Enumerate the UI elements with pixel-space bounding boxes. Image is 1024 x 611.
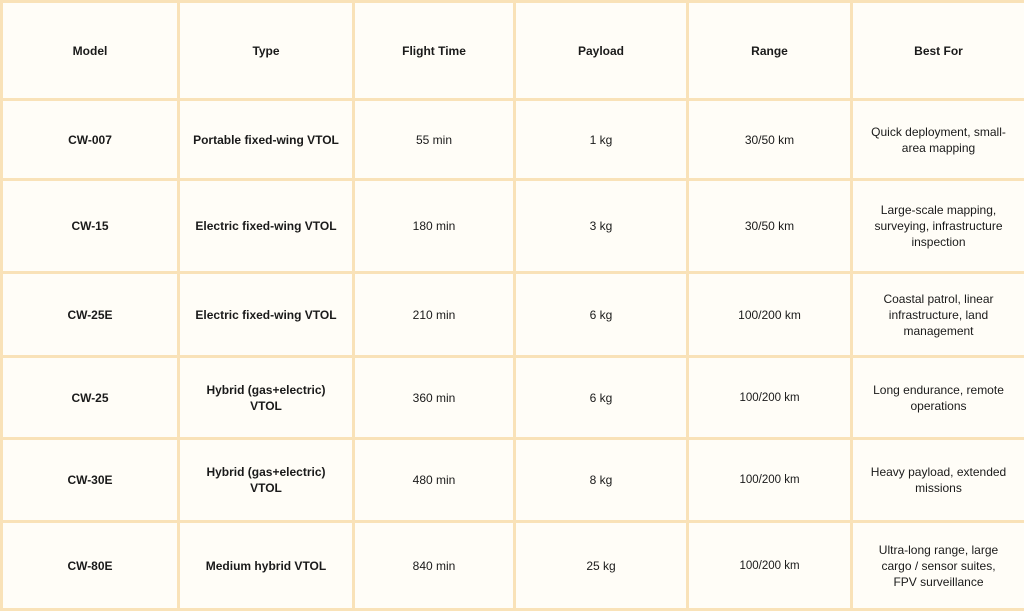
- cell-payload: 25 kg: [515, 522, 688, 610]
- cell-range: 30/50 km: [688, 180, 852, 273]
- header-model: Model: [2, 2, 179, 100]
- cell-flight-time: 360 min: [354, 357, 515, 439]
- cell-range: 100/200 km: [688, 439, 852, 522]
- cell-range: 30/50 km: [688, 100, 852, 180]
- cell-flight-time: 480 min: [354, 439, 515, 522]
- cell-type: Hybrid (gas+electric) VTOL: [179, 357, 354, 439]
- cell-type: Portable fixed-wing VTOL: [179, 100, 354, 180]
- cell-best-for: Large-scale mapping, surveying, infrastructure inspection: [852, 180, 1024, 273]
- cell-flight-time: 210 min: [354, 273, 515, 357]
- cell-best-for: Coastal patrol, linear infrastructure, land management: [852, 273, 1024, 357]
- cell-payload: 6 kg: [515, 273, 688, 357]
- cell-type: Electric fixed-wing VTOL: [179, 180, 354, 273]
- cell-flight-time: 840 min: [354, 522, 515, 610]
- cell-payload: 3 kg: [515, 180, 688, 273]
- table-body: [2, 100, 1024, 610]
- cell-best-for: Long endurance, remote operations: [852, 357, 1024, 439]
- cell-flight-time: 180 min: [354, 180, 515, 273]
- table-row: [2, 180, 1024, 273]
- table-row: [2, 273, 1024, 357]
- cell-range: 100/200 km: [688, 273, 852, 357]
- cell-range: 100/200 km: [688, 357, 852, 439]
- cell-type: Medium hybrid VTOL: [179, 522, 354, 610]
- table-header: [2, 2, 1024, 100]
- cell-range: 100/200 km: [688, 522, 852, 610]
- cell-type: Electric fixed-wing VTOL: [179, 273, 354, 357]
- cell-best-for: Ultra-long range, large cargo / sensor suites, FPV surveillance: [852, 522, 1024, 610]
- table-row: [2, 522, 1024, 610]
- table-row: [2, 357, 1024, 439]
- cell-model: CW-30E: [2, 439, 179, 522]
- header-flight-time: Flight Time: [354, 2, 515, 100]
- cell-model: CW-80E: [2, 522, 179, 610]
- cell-best-for: Quick deployment, small-area mapping: [852, 100, 1024, 180]
- header-type: Type: [179, 2, 354, 100]
- cell-model: CW-25: [2, 357, 179, 439]
- cell-model: CW-15: [2, 180, 179, 273]
- cell-flight-time: 55 min: [354, 100, 515, 180]
- cell-payload: 6 kg: [515, 357, 688, 439]
- header-best-for: Best For: [852, 2, 1024, 100]
- cell-model: CW-25E: [2, 273, 179, 357]
- table-row: [2, 439, 1024, 522]
- header-range: Range: [688, 2, 852, 100]
- cell-best-for: Heavy payload, extended missions: [852, 439, 1024, 522]
- cell-model: CW-007: [2, 100, 179, 180]
- cell-payload: 1 kg: [515, 100, 688, 180]
- cell-type: Hybrid (gas+electric) VTOL: [179, 439, 354, 522]
- table-row: [2, 100, 1024, 180]
- header-row: [2, 2, 1024, 100]
- cell-payload: 8 kg: [515, 439, 688, 522]
- header-payload: Payload: [515, 2, 688, 100]
